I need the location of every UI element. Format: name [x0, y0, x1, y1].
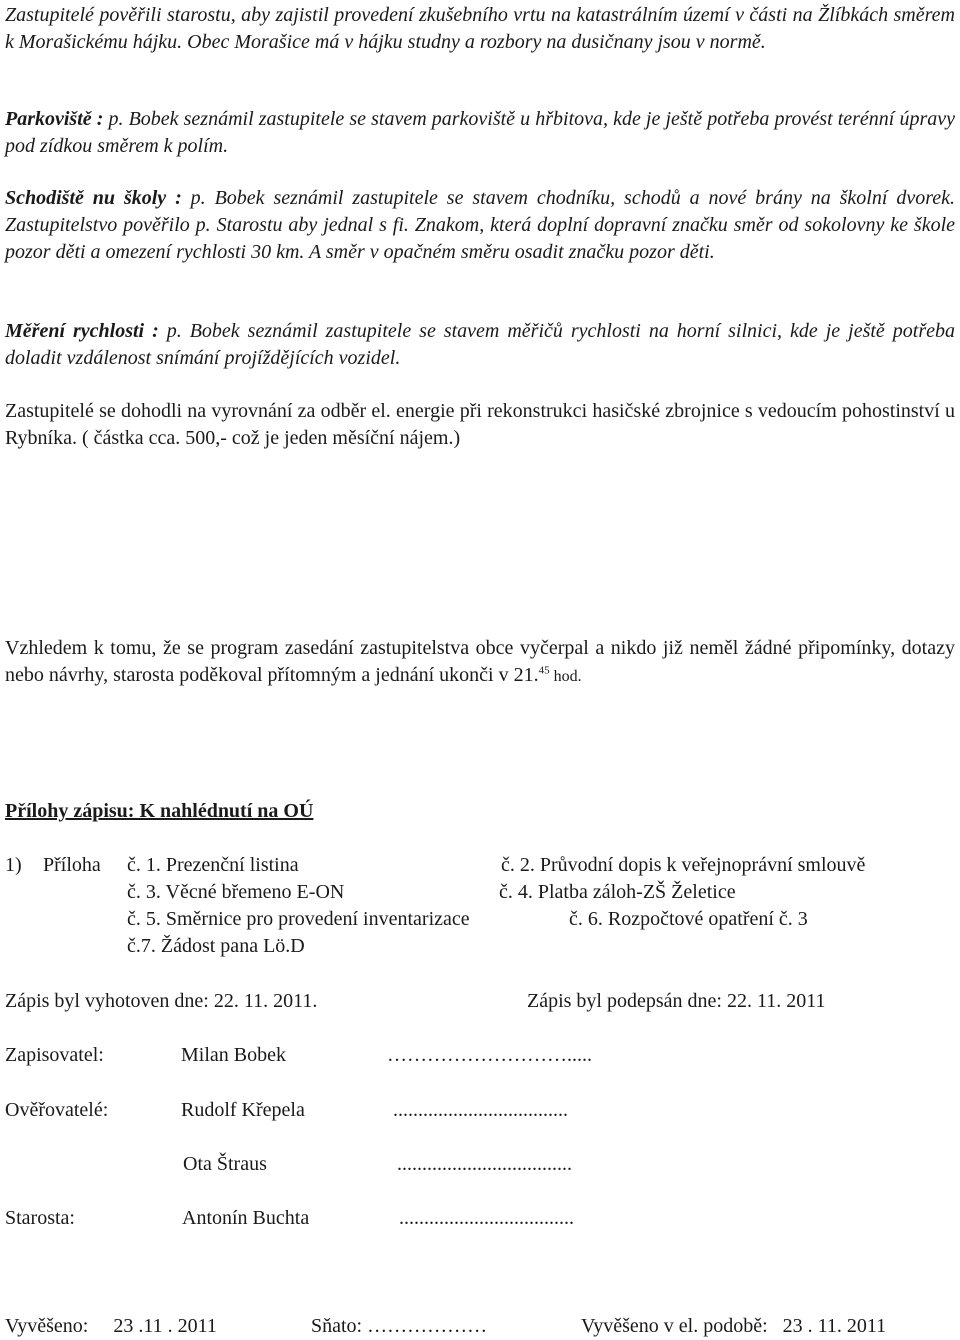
- zaver-time-minutes: 45: [538, 664, 550, 677]
- paragraph-parkoviste: [5, 106, 955, 160]
- parkoviste-label: Parkoviště :: [5, 108, 104, 130]
- energie-text: Zastupitelé se dohodli na vyrovnání za odběr el. energie při rekonstrukci hasičské zbrojnice s vedoucím pohostinství u Rybníka. ( částka cca. 500,- což je jeden měsíční nájem.): [5, 400, 955, 449]
- overovatel1-signature-line: ...................................: [393, 1099, 568, 1121]
- footer-vyveseno: Vyvěšeno: 23 .11 . 2011: [5, 1315, 217, 1337]
- overovatel1-name: Rudolf Křepela: [181, 1099, 305, 1121]
- zapisovatel-signature-line: ……………………….....: [387, 1044, 592, 1066]
- footer-vyveseno-el: Vyvěšeno v el. podobě: 23 . 11. 2011: [581, 1315, 887, 1337]
- paragraph-schodiste: [5, 185, 955, 266]
- mereni-text: p. Bobek seznámil zastupitele se stavem měřičů rychlosti na horní silnici, kde je ještě potřeba doladit vzdálenost snímání projíždějících vozidel.: [5, 320, 955, 369]
- zaver-suffix: hod.: [549, 668, 582, 685]
- overovatel2-signature-line: ...................................: [397, 1153, 572, 1175]
- priloha-entry: č. 2. Průvodní dopis k veřejnoprávní smlouvě: [501, 854, 866, 876]
- priloha-entry: č. 1. Prezenční listina: [127, 854, 299, 876]
- paragraph-energie: [5, 398, 955, 452]
- priloha-entry: č. 3. Věcné břemeno E-ON: [127, 881, 345, 903]
- prilohy-item-label: Příloha: [43, 854, 101, 876]
- paragraph-vrt: [5, 2, 955, 56]
- prilohy-item-number: 1): [5, 854, 22, 876]
- priloha-entry: č. 6. Rozpočtové opatření č. 3: [569, 908, 808, 930]
- priloha-entry: č. 5. Směrnice pro provedení inventarizace: [127, 908, 470, 930]
- overovatel2-name: Ota Štraus: [183, 1153, 267, 1175]
- starosta-name: Antonín Buchta: [182, 1207, 310, 1229]
- starosta-label: Starosta:: [5, 1207, 75, 1229]
- overovatele-label: Ověřovatelé:: [5, 1099, 109, 1121]
- date-podepsan: Zápis byl podepsán dne: 22. 11. 2011: [527, 990, 826, 1012]
- schodiste-text-plain: Znakom, která doplní dopravní značku směr od sokolovny ke škole pozor děti a omezení rychlosti 30 km. A směr v opačném směru osadit značku pozor děti.: [5, 214, 956, 263]
- paragraph-vrt-text: Zastupitelé pověřili starostu, aby zajistil provedení zkušebního vrtu na katastrálním území v části na Žlíbkách směrem k Morašickému hájku. Obec Morašice má v hájku studny a rozbory na dusičnany jsou v normě.: [5, 4, 955, 53]
- parkoviste-text: p. Bobek seznámil zastupitele se stavem parkoviště u hřbitova, kde je ještě potřeba provést terénní úpravy pod zídkou směrem k polím.: [5, 108, 955, 157]
- zapisovatel-label: Zapisovatel:: [5, 1044, 104, 1066]
- paragraph-zaver: [5, 635, 955, 690]
- paragraph-mereni: [5, 318, 955, 372]
- zapisovatel-name: Milan Bobek: [181, 1044, 286, 1066]
- mereni-label: Měření rychlosti :: [5, 320, 159, 342]
- starosta-signature-line: ...................................: [399, 1207, 574, 1229]
- priloha-entry: č.7. Žádost pana Lö.D: [127, 935, 305, 957]
- footer-snato: Sňato: ………………: [311, 1315, 488, 1337]
- date-vyhotoven: Zápis byl vyhotoven dne: 22. 11. 2011.: [5, 990, 318, 1012]
- prilohy-heading: Přílohy zápisu: K nahlédnutí na OÚ: [5, 800, 314, 822]
- zaver-text: Vzhledem k tomu, že se program zasedání zastupitelstva obce vyčerpal a nikdo již neměl žádné připomínky, dotazy nebo návrhy, starosta poděkoval přítomným a jednání ukonči v 21.: [5, 637, 955, 686]
- schodiste-label: Schodiště nu školy :: [5, 187, 182, 209]
- schodiste-text-italic: p. Bobek seznámil zastupitele se stavem chodníku, schodů a nové brány na školní dvorek. Zastupitelstvo pověřilo p. Starostu aby jednal s fi.: [5, 187, 955, 236]
- priloha-entry: č. 4. Platba záloh-ZŠ Želetice: [499, 881, 736, 903]
